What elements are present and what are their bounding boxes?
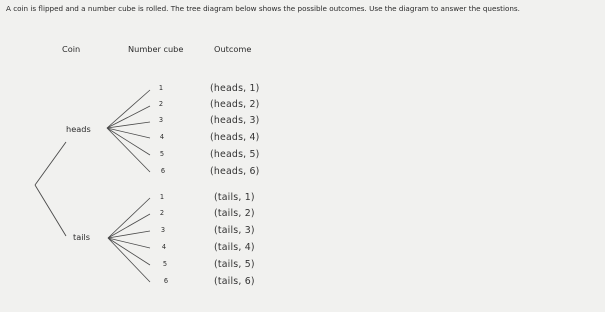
heads-cube-branches [107,90,150,172]
tails-cube-branches [108,198,150,282]
tails-number: 3 [160,226,166,234]
outcome-heads-5: (heads, 5) [210,149,260,160]
question-text: A coin is flipped and a number cube is rolled. The tree diagram below shows the possible outcomes. Use the diagram to answer the questions. [6,4,520,13]
outcome-tails-4: (tails, 4) [214,242,255,253]
outcome-heads-4: (heads, 4) [210,132,260,143]
outcome-tails-6: (tails, 6) [214,276,255,287]
tails-number: 2 [159,209,165,217]
outcome-heads-3: (heads, 3) [210,115,260,126]
tails-number: 6 [163,277,169,285]
tails-number: 5 [162,260,168,268]
outcome-tails-3: (tails, 3) [214,225,255,236]
number-cube-header: Number cube [128,44,184,54]
heads-number: 2 [158,100,164,108]
tails-label: tails [73,232,91,242]
outcome-tails-2: (tails, 2) [214,208,255,219]
heads-number: 6 [160,167,166,175]
tails-number: 4 [161,243,167,251]
heads-number: 5 [159,150,165,158]
heads-number: 3 [158,116,164,124]
outcome-tails-5: (tails, 5) [214,259,255,270]
outcome-tails-1: (tails, 1) [214,192,255,203]
tails-number: 1 [159,193,165,201]
outcome-heads-6: (heads, 6) [210,166,260,177]
outcome-heads-2: (heads, 2) [210,99,260,110]
heads-number: 1 [158,84,164,92]
outcome-heads-1: (heads, 1) [210,83,260,94]
heads-label: heads [66,124,91,134]
heads-number: 4 [159,133,165,141]
coin-header: Coin [62,44,81,54]
root-heads-branch [35,142,66,185]
outcome-header: Outcome [214,44,252,54]
root-tails-branch [35,185,66,236]
